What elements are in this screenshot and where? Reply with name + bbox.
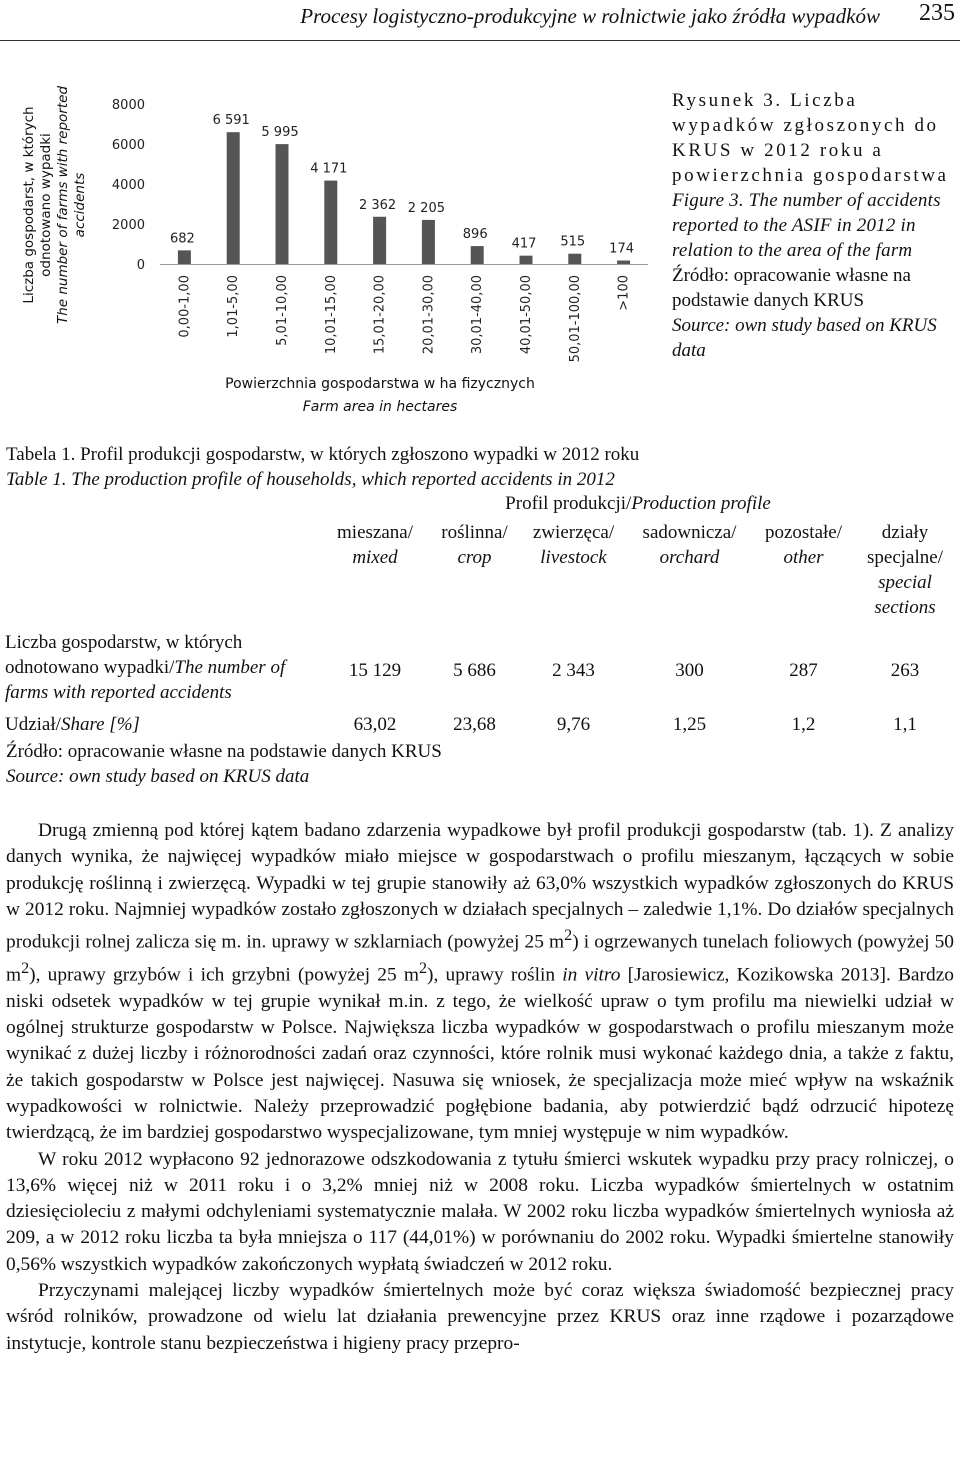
table-column-header-row bbox=[5, 520, 955, 630]
bar bbox=[617, 261, 630, 264]
x-tick-label: 1,01-5,00 bbox=[226, 275, 242, 338]
column-header-crop: roślinna/ crop bbox=[441, 522, 508, 568]
running-header bbox=[0, 0, 960, 41]
table-row-share bbox=[5, 710, 955, 740]
data-label: 174 bbox=[609, 241, 635, 257]
row-label-farm-count: Liczba gospodarstw, w których odnotowano wypadki/The number of farms with reported accidents bbox=[5, 632, 286, 703]
cell-value: 1,2 bbox=[791, 714, 816, 735]
bar bbox=[568, 254, 581, 264]
cell-value: 23,68 bbox=[453, 714, 496, 735]
body-text bbox=[6, 818, 954, 1357]
figure-title-pl: Rysunek 3. Liczba wypadków zgłoszonych do KRUS w 2012 roku a powierzchnia gospodarstwa bbox=[672, 90, 949, 186]
table-caption bbox=[6, 442, 956, 492]
data-label: 896 bbox=[462, 227, 488, 243]
figure-source-pl: Źródło: opracowanie własne na podstawie danych KRUS bbox=[672, 265, 911, 311]
data-label: 4 171 bbox=[310, 161, 348, 177]
cell-value: 287 bbox=[789, 659, 818, 681]
cell-value: 5 686 bbox=[453, 659, 496, 681]
page-number: 235 bbox=[919, 0, 955, 26]
y-tick-label: 2000 bbox=[111, 218, 145, 233]
x-axis-title-pl: Powierzchnia gospodarstwa w ha fizycznych bbox=[225, 376, 535, 392]
column-header-other: pozostałe/ other bbox=[764, 522, 843, 568]
y-tick-label: 0 bbox=[136, 258, 145, 273]
column-header-orchard: sadownicza/ orchard bbox=[642, 522, 737, 568]
data-label: 2 362 bbox=[358, 197, 397, 213]
x-axis-title-en: Farm area in hectares bbox=[302, 399, 458, 415]
cell-value: 300 bbox=[675, 659, 704, 681]
bar-chart-figure bbox=[0, 80, 660, 425]
bar bbox=[422, 220, 435, 264]
cell-value: 263 bbox=[890, 659, 920, 681]
y-tick-label: 4000 bbox=[111, 178, 145, 193]
cell-value: 2 343 bbox=[552, 659, 595, 681]
column-header-livestock: zwierzęca/ livestock bbox=[532, 522, 615, 568]
paragraph: W roku 2012 wypłacono 92 jednorazowe odszkodowania z tytułu śmierci wskutek wypadku przy pracy rolniczej, o 13,6% więcej niż w 2011 roku i o 3,2% mniej niż w 2008 roku. Liczba wypadków śmiertelnych w ostatnim dziesięcioleciu z małymi odchyleniami systematycznie malała. W 2002 roku liczba wypadków śmiertelnych wyniosła aż 209, a w 2012 roku liczba ta była mniejsza o 117 (44,01%) w porównaniu do 2002 roku. Wypadki śmiertelne stanowiły 0,56% wszystkich wypadków zakończonych wypłatą świadczeń w 2012 roku. bbox=[6, 1148, 954, 1275]
y-axis-title-en: The number of farms with reported accidents bbox=[55, 85, 88, 325]
paragraph: Drugą zmienną pod której kątem badano zdarzenia wypadkowe był profil produkcji gospodarstw (tab. 1). Z analizy danych wynika, że najwięcej wypadków miało miejsce w gospodarstwach o profilu mieszanym, łączących w sobie produkcję roślinną i zwierzęcą. Wypadki w tej grupie stanowiły aż 63,0% wszystkich wypadków zgłoszonych do KRUS w 2012 roku. Najmniej wypadków zostało zgłoszonych w działach specjalnych – zaledwie 1,1%. Do działów specjalnych produkcji rolnej zalicza się m. in. uprawy w szklarniach (powyżej 25 $m^2$) i ogrzewanych tunelach foliowych (powyżej 50 $m^2$), uprawy grzybów i ich grzybni (powyżej 25 $m^2$), uprawy roślin in vitro [Jarosiewicz, Kozikowska 2013]. Bardzo niski odsetek wypadków w tej grupie wynikał m.in. z tego, że wielkość upraw o tym profilu ma niewielki udział w ogólnej strukturze gospodarstw w Polsce. Największa liczba wypadków w gospodarstwach o profilu mieszanym może wynikać z dużej liczby i różnorodności zadań oraz czynności, które rolnik musi wykonać każdego dnia, a także z faktu, że takich gospodarstw w Polsce jest najwięcej. Nasuwa się wniosek, że specjalizacja może mieć wpływ na wskaźnik wypadkowości w rolnictwie. Należy przeprowadzić pogłębione badania, aby potwierdzić bądź odrzucić hipotezę twierdzącą, że im bardziej gospodarstwo wyspecjalizowane, tym mniej występuje w nim wypadków. bbox=[6, 820, 954, 1144]
figure-source-en: Source: own study based on KRUS data bbox=[672, 315, 937, 361]
data-label: 682 bbox=[169, 231, 195, 247]
cell-value: 9,76 bbox=[556, 714, 591, 735]
bar bbox=[227, 132, 240, 264]
x-tick-label: 0,00-1,00 bbox=[177, 275, 193, 338]
x-tick-label: 10,01-15,00 bbox=[323, 275, 339, 355]
bar bbox=[276, 144, 289, 264]
table-group-header: Profil produkcji/Production profile bbox=[505, 493, 771, 514]
x-tick-label: 40,01-50,00 bbox=[519, 275, 534, 355]
bar bbox=[471, 246, 484, 264]
paragraph: Przyczynami malejącej liczby wypadków śmiertelnych może być coraz większa świadomość bezpiecznej pracy wśród rolników, prowadzone od wielu lat działania prewencyjne przez KRUS oraz inne rządowe i pozarządowe instytucje, kontrole stanu bezpieczeństwa i higieny pracy przepro- bbox=[6, 1279, 954, 1354]
running-title: Procesy logistyczno-produkcyjne w rolnictwie jako źródła wypadków bbox=[300, 4, 880, 28]
bar bbox=[520, 256, 533, 264]
bar-chart bbox=[0, 80, 660, 380]
data-label: 417 bbox=[511, 236, 537, 252]
x-tick-label: >100 bbox=[616, 275, 632, 311]
column-header-mixed: mieszana/ mixed bbox=[337, 522, 413, 568]
data-label: 515 bbox=[560, 234, 586, 250]
column-header-special-sections: działy specjalne/ special sections bbox=[867, 522, 943, 618]
y-tick-label: 6000 bbox=[111, 138, 145, 153]
x-tick-label: 50,01-100,00 bbox=[567, 275, 583, 363]
cell-value: 63,02 bbox=[353, 714, 397, 735]
x-tick-label: 5,01-10,00 bbox=[275, 275, 290, 346]
table-title-en: Table 1. The production profile of households, which reported accidents in 2012 bbox=[6, 469, 615, 490]
table-source-pl: Źródło: opracowanie własne na podstawie danych KRUS bbox=[6, 741, 442, 762]
cell-value: 1,25 bbox=[672, 714, 707, 735]
x-tick-label: 15,01-20,00 bbox=[372, 275, 388, 355]
table-source-en: Source: own study based on KRUS data bbox=[6, 766, 310, 787]
bar bbox=[178, 250, 191, 264]
bar bbox=[373, 217, 386, 264]
x-tick-label: 20,01-30,00 bbox=[421, 275, 437, 355]
table-source bbox=[6, 739, 442, 789]
row-label-share: Udział/Share [%] bbox=[5, 714, 140, 735]
table-group-header-row bbox=[5, 493, 955, 520]
table-title-pl: Tabela 1. Profil produkcji gospodarstw, w których zgłoszono wypadki w 2012 roku bbox=[6, 444, 640, 465]
bar bbox=[324, 181, 337, 264]
production-profile-table bbox=[5, 493, 955, 740]
data-label: 6 591 bbox=[212, 113, 250, 129]
table-row-farm-count bbox=[5, 630, 955, 710]
data-label: 2 205 bbox=[407, 200, 446, 216]
figure-caption bbox=[672, 88, 957, 363]
figure-title-en: Figure 3. The number of accidents reported to the ASIF in 2012 in relation to the area of the farm bbox=[672, 190, 941, 261]
data-label: 5 995 bbox=[261, 125, 299, 141]
x-tick-label: 30,01-40,00 bbox=[470, 275, 486, 355]
cell-value: 15 129 bbox=[348, 659, 402, 681]
y-tick-label: 8000 bbox=[111, 98, 145, 113]
cell-value: 1,1 bbox=[893, 714, 917, 735]
y-axis-title-pl: Liczba gospodarst, w których odnotowano wypadki bbox=[21, 106, 54, 304]
